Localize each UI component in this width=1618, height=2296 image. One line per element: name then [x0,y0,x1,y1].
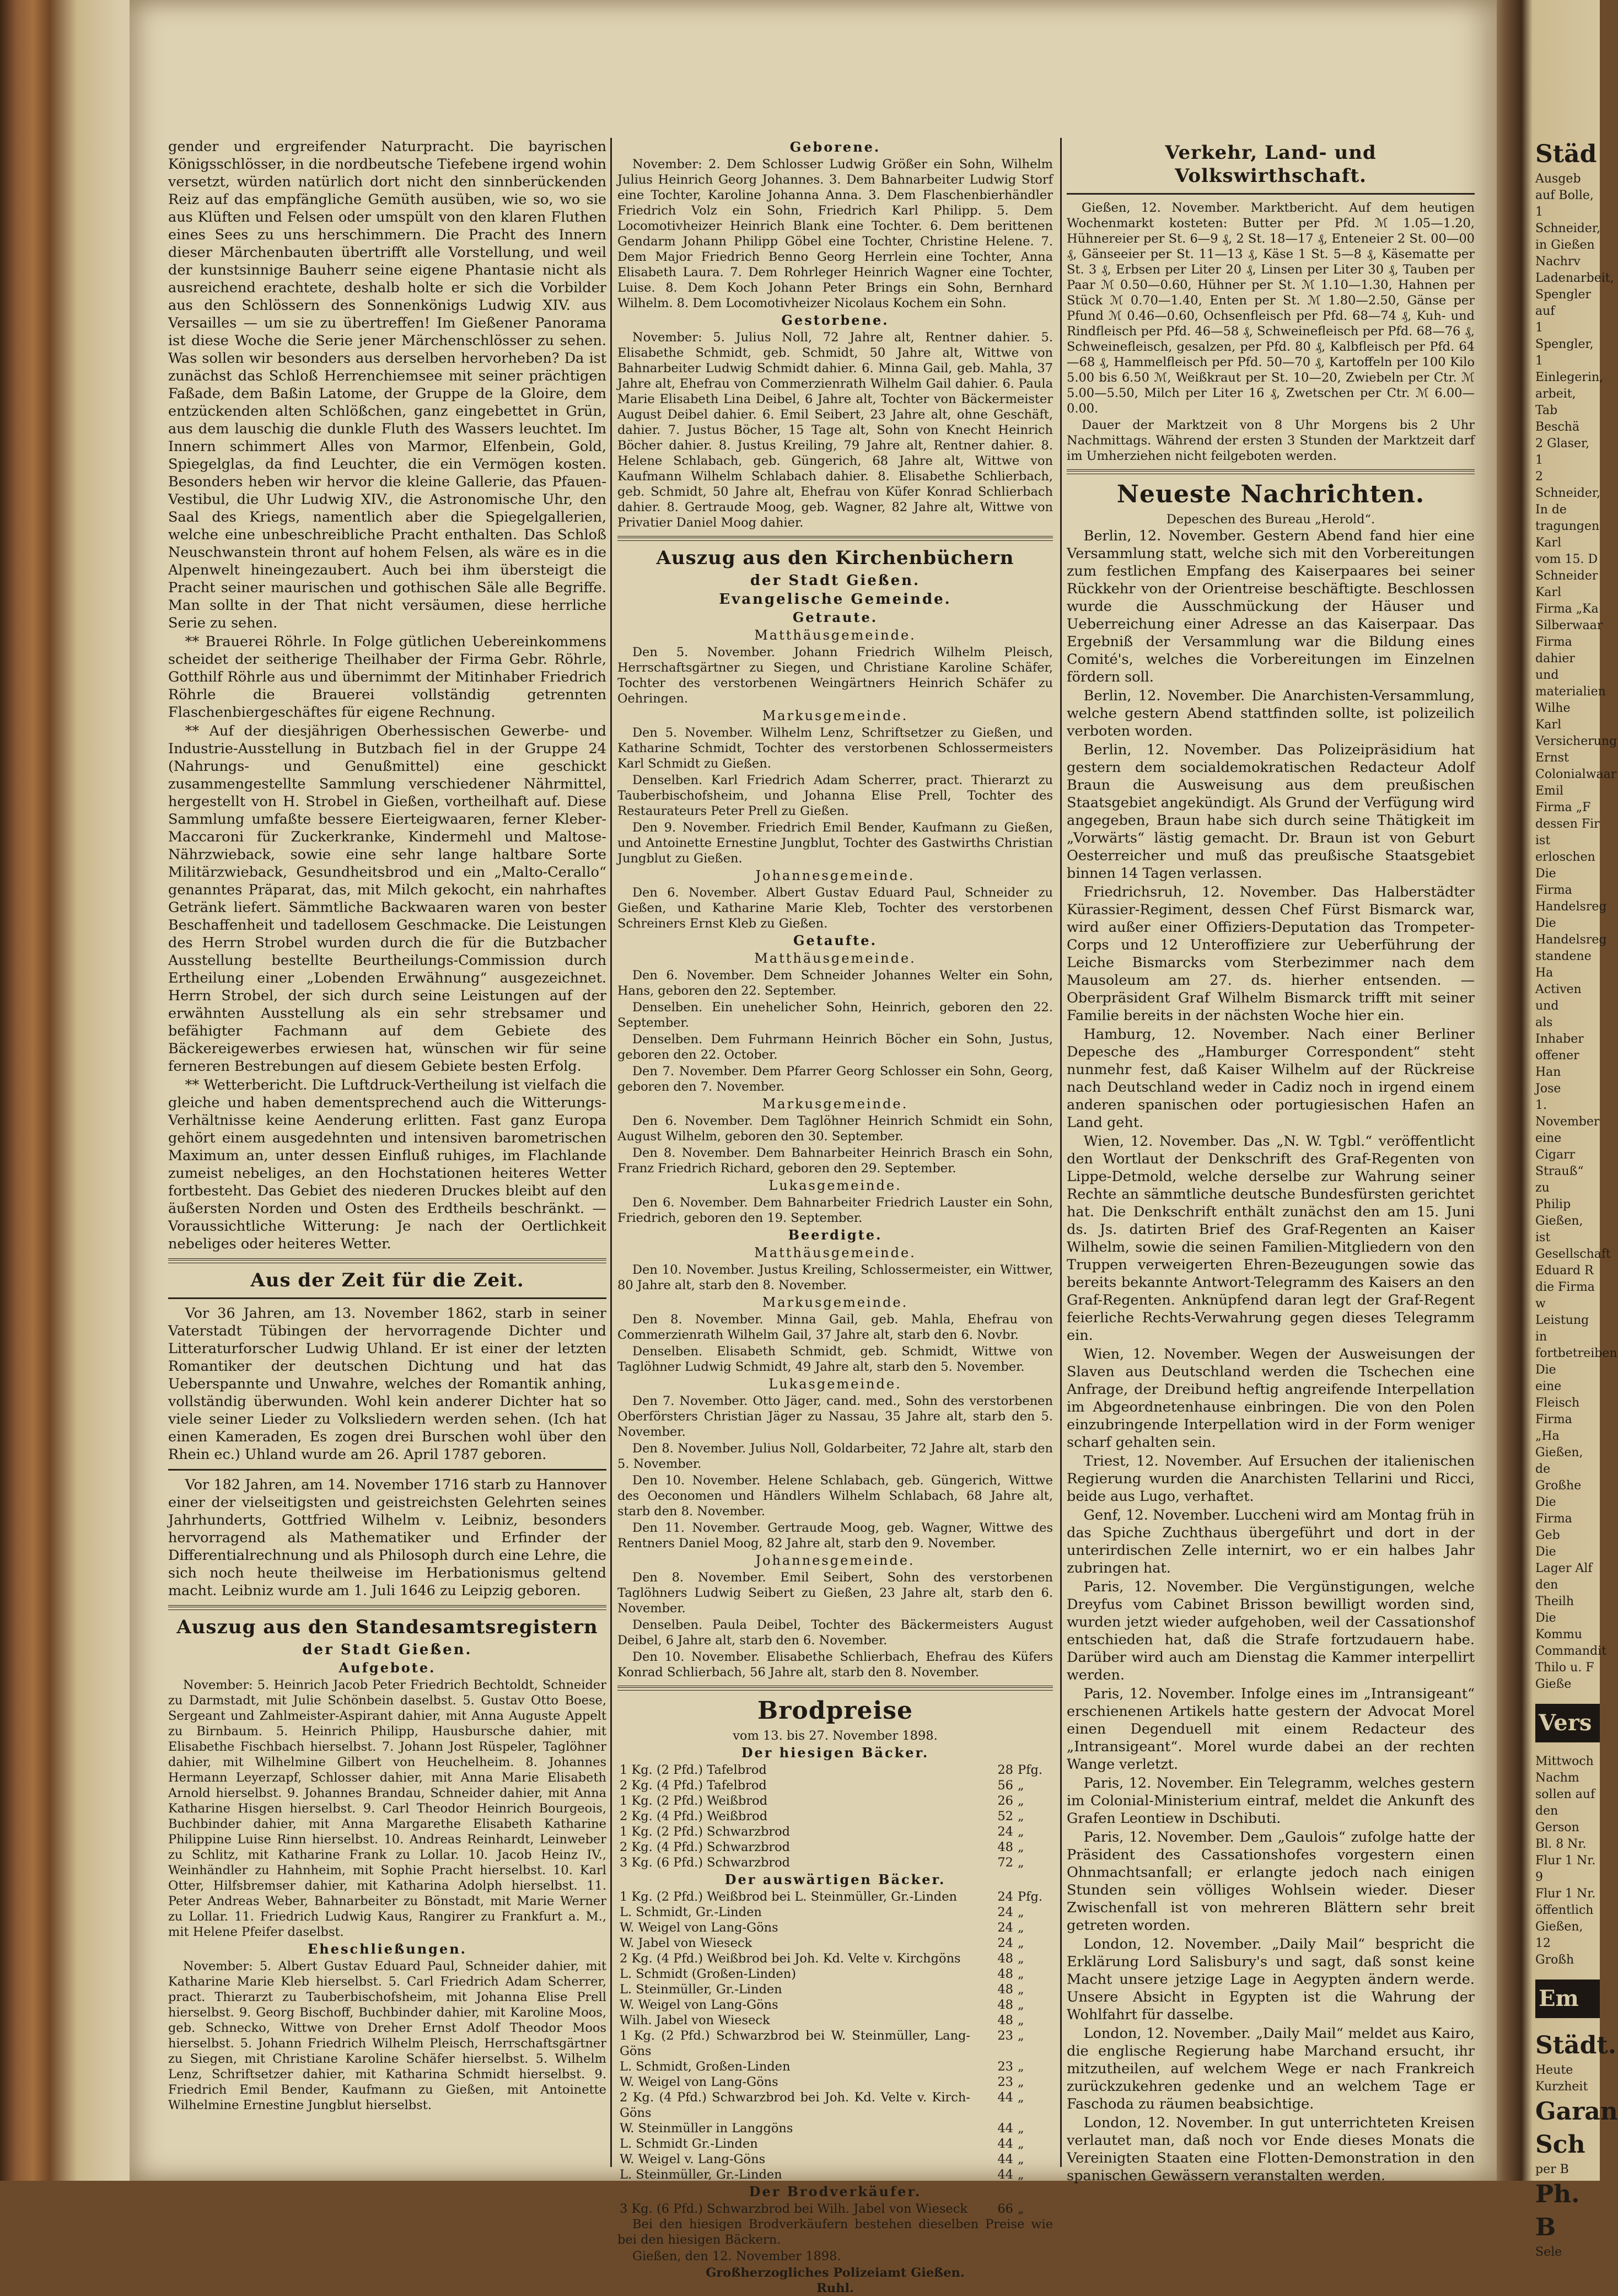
parish-heading: Matthäusgemeinde. [754,627,916,643]
article-paragraph: Vor 36 Jahren, am 13. November 1862, starb in seiner Vaterstadt Tübingen der hervorragende Dichter und Litteraturforscher Ludwig Uhland. Er ist einer der letzten Romantiker der deutschen Dichtung und hat das Ueberspannte und Unwahre, welches der Romantik anhing, vollständig überwunden. Wohl kein anderer Dichter hat so viele seiner Lieder zu Volksliedern werden sehen. (Ich hat einen Kameraden, Es zogen drei Burschen wohl über den Rhein ec.) Uhland wurde am 26. April 1787 geboren. [168,1305,606,1463]
edge-line: Gesellschaft [1535,1247,1611,1261]
price-unit: „ [1018,1967,1024,1981]
news-item: Berlin, 12. November. Das Polizeipräsidium hat gestern dem socialdemokratischen Redacteur Adolf Braun die Ausweisung aus dem preußischen Staatsgebiet angekündigt. Als Grund der Verfügung wird angegeben, Braun habe sich durch seine Thätigkeit im „Vorwärts“ lästig gemacht. Dr. Braun ist von Geburt Oesterreicher und muß das preußische Staatsgebiet binnen 14 Tagen verlassen. [1067,742,1475,882]
category-heading: Geborene. [789,139,881,155]
register-entry: Den 7. November. Dem Pfarrer Georg Schlosser ein Sohn, Georg, geboren den 7. November. [617,1064,1053,1094]
next-page-edge [1535,138,1618,2259]
price-unit: Pfg. [1018,1890,1043,1904]
price-item: W. Weigel von Lang-Göns [620,1998,778,2012]
category-heading: Getraute. [792,609,878,625]
price-value: 44 [997,2168,1013,2182]
price-item: L. Steinmüller, Gr.-Linden [620,1982,782,1997]
edge-line: ist erloschen [1535,834,1595,864]
edge-line: Nachm [1535,1771,1579,1785]
edge-line: die Firma w [1535,1280,1595,1311]
price-value: 52 [997,1809,1013,1823]
category-heading: Beerdigte. [788,1227,883,1243]
edge-line: Handelsreg [1535,900,1607,914]
price-value: 24 [997,1936,1013,1950]
price-item: W. Weigel von Lang-Göns [620,2075,778,2089]
price-row [617,2013,1053,2028]
edge-line: Vers [1535,1704,1600,1742]
price-item: 2 Kg. (4 Pfd.) Weißbrod [620,1809,768,1823]
edge-line: per B [1535,2163,1569,2176]
price-item: W. Jabel von Wieseck [620,1936,752,1950]
edge-line: In de [1535,503,1567,517]
section-subheading: Evangelische Gemeinde. [719,591,952,608]
register-entry: November: 5. Albert Gustav Eduard Paul, Schneider dahier, mit Katharine Marie Kleb hierselbst. 5. Carl Friedrich Adam Scherrer, pract. Thierarzt zu Tauberbischofsheim, mit Johanna Elise Prell hierselbst. 9. Georg Bischoff, Buchbinder dahier, mit Karoline Moos, geb. Schnecko, Wittwe von Dreher Ernst Adolf Theodor Moos hierselbst. 5. Johann Friedrich Wilhelm Pleisch, Herrschaftsgärtner zu Siegen, mit Christiane Karoline Schäfer hierselbst. 5. Wilhelm Lenz, Schriftsetzer dahier, mit Katharina Schmidt hierselbst. 9. Friedrich Emil Bender, Kaufmann zu Gießen, mit Antoinette Wilhelmine Ernestine Jungblut hierselbst. [168,1959,606,2112]
edge-line: in Gießen [1535,238,1595,252]
column-3 [1067,138,1475,2184]
column-2 [617,138,1053,2295]
authority-name: Ruhl. [816,2281,854,2295]
price-item: 2 Kg. (4 Pfd.) Weißbrod bei Joh. Kd. Velte v. Kirchgöns [620,1951,961,1966]
price-row [617,2074,1053,2090]
news-item: Wien, 12. November. Das „N. W. Tgbl.“ veröffentlicht den Wortlaut der Denkschrift des Graf-Regenten von Lippe-Detmold, welche derselbe zur Wahrung seiner Rechte an sämmtliche deutsche Bundesfürsten gerichtet hat. Die Denkschrift enthält zunächst den am 15. Juni ds. Js. datirten Brief des Graf-Regenten an Kaiser Wilhelm, sowie die seinen Familien-Mitgliedern von den Truppen verweigerten Ehren-Bezeugungen sowie das bereits bekannte Antwort-Telegramm des Kaisers an den Graf-Regenten. Anknüpfend daran legt der Graf-Regent feierliche Rechts-Verwahrung gegen dieses Telegramm ein. [1067,1133,1475,1344]
edge-line: dessen Fir [1535,817,1600,831]
price-unit: „ [1018,1921,1024,1935]
price-item: 1 Kg. (2 Pfd.) Tafelbrod [620,1763,767,1777]
price-unit: „ [1018,1855,1024,1870]
news-item: Genf, 12. November. Luccheni wird am Montag früh in das Spiche Zuchthaus übergeführt und dort in der unterirdischen Zelle internirt, wo er ein halbes Jahr zubringen hat. [1067,1507,1475,1576]
register-entry: Den 10. November. Helene Schlabach, geb. Güngerich, Wittwe des Oeconomen und Händlers Wilhelm Schlabach, 68 Jahre alt, starb den 8. November. [617,1473,1053,1519]
price-value: 48 [997,1840,1013,1854]
price-unit: „ [1018,2013,1024,2027]
price-row [617,1935,1053,1951]
price-value: 24 [997,1890,1013,1904]
news-item: Paris, 12. November. Infolge eines im „Intransigeant“ erschienenen Artikels hatte gestern der Advocat Morel einen Degenduell mit einem Redacteur des „Intransigeant“. Morel wurde dabei an der rechten Wange verletzt. [1067,1686,1475,1773]
price-item: W. Steinmüller in Langgöns [620,2121,793,2136]
edge-line: Jose [1535,1082,1561,1096]
register-entry: Den 5. November. Johann Friedrich Wilhelm Pleisch, Herrschaftsgärtner zu Siegen, und Christiane Karoline Schäfer, Tochter des verstorbenen Weingärtners Heinrich Schäfer zu Oehringen. [617,645,1053,706]
section-divider [617,536,1053,541]
price-unit: Pfg. [1018,1763,1043,1777]
price-unit: „ [1018,2121,1024,2136]
news-item: Berlin, 12. November. Gestern Abend fand hier eine Versammlung statt, welche sich mit den Vorbereitungen zum festlichen Empfang des Kaiserpaares bei seiner Rückkehr von der Orientreise beschäftigte. Beschlossen wurde die Ausschmückung der Häuser und Ueberreichung einer Adresse an das Kaiserpaar. Das Ergebniß der Versammlung war die Bildung eines Comité's, welches die Vorbereitungen im Einzelnen fördern soll. [1067,528,1475,685]
edge-line: Emil [1535,784,1563,798]
price-unit: „ [1018,2090,1024,2105]
edge-line: Nachrv [1535,255,1581,269]
edge-line: Spengler auf [1535,288,1591,318]
edge-line: 1 Spengler, [1535,321,1594,351]
section-divider [617,1686,1053,1691]
edge-line: Beschä [1535,420,1580,434]
price-unit: „ [1018,2152,1024,2166]
price-item: 1 Kg. (2 Pfd.) Schwarzbrod bei W. Steinmüller, Lang-Göns [620,2029,970,2058]
price-value: 26 [997,1794,1013,1808]
edge-line: Eduard R [1535,1264,1594,1278]
edge-line: Ph. B [1535,2180,1580,2241]
edge-line: standene Ha [1535,949,1592,980]
edge-line: den Theilh [1535,1578,1574,1608]
edge-line: 1 Schneider, [1535,205,1600,235]
edge-line: Firma „F [1535,801,1591,814]
price-item: 3 Kg. (6 Pfd.) Schwarzbrod [620,1855,791,1870]
edge-line: fortbetreiben [1535,1347,1617,1360]
edge-line: sollen auf [1535,1788,1595,1801]
parish-heading: Markusgemeinde. [762,708,909,723]
article-paragraph: ** Auf der diesjährigen Oberhessischen Gewerbe- und Industrie-Ausstellung in Butzbach fiel in der Gruppe 24 (Nahrungs- und Genußmittel) eine geschickt zusammengestellte Sammlung verschiedener Nährmittel, hergestellt von H. Strobel in Gießen, vortheilhaft auf. Diese Sammlung umfaßte bessere Eierteigwaaren, ferner Kleber-Maccaroni für Zuckerkranke, Kindermehl und Maltose-Nährzwieback, sowie eine sehr lange haltbare Sorte Militärzwieback, Gesundheitsbrod und ein „Malto-Cerallo“ genanntes Präparat, das, mit Milch gekocht, ein nahrhaftes Getränk liefert. Sämmtliche Backwaaren waren von bester Beschaffenheit und tadellosem Geschmacke. Die Leistungen des Herrn Strobel wurden durch die für die Butzbacher Ausstellung bestellte Beurtheilungs-Commission durch Ertheilung einer „Lobenden Erwähnung“ ausgezeichnet. Herrn Strobel, der sich durch seine Leistungen auf der erwähnten Ausstellung als ein sehr strebsamer und befähigter Fachmann auf dem Gebiete des Bäckereigewerbes erwiesen hat, wünschen wir für seine ferneren Bestrebungen auf diesem Gebiete besten Erfolg. [168,723,606,1075]
price-row [617,1809,1053,1824]
edge-line: Die [1535,916,1556,930]
section-divider [168,1297,606,1299]
news-item: Wien, 12. November. Wegen der Ausweisungen der Slaven aus Deutschland werden die Tschechen eine Anfrage, der Dreibund heftig angreifende Interpellation im Abgeordnetenhause einbringen. Die von den Polen einzubringende Interpellation wird in der Form weniger scharf gehalten sein. [1067,1346,1475,1451]
parish-heading: Markusgemeinde. [762,1096,909,1112]
edge-line: Gießen, ist [1535,1214,1583,1244]
category-heading: Getaufte. [793,932,877,948]
edge-line: öffentlich [1535,1903,1594,1917]
authority-signature: Großherzogliches Polizeiamt Gießen. [706,2266,965,2280]
news-item: Paris, 12. November. Ein Telegramm, welches gestern im Colonial-Ministerium eintraf, meldet die Ankunft des Grafen Leontiew in Dschibuti. [1067,1775,1475,1827]
price-item: 3 Kg. (6 Pfd.) Schwarzbrod bei Wilh. Jabel von Wieseck [620,2202,967,2216]
register-entry: Den 6. November. Dem Bahnarbeiter Friedrich Lauster ein Sohn, Friedrich, geboren den 19. September. [617,1195,1053,1225]
price-note: Bei den hiesigen Brodverkäufern bestehen dieselben Preise wie bei den hiesigen Bäckern. [617,2217,1053,2247]
price-item: L. Schmidt, Gr.-Linden [620,1905,762,1919]
edge-line: Ausgeb [1535,172,1581,186]
edge-line: 2 Schneider, [1535,470,1600,500]
price-row [617,2201,1053,2217]
market-report: Gießen, 12. November. Marktbericht. Auf dem heutigen Wochenmarkt kosteten: Butter per Pfd. ℳ 1.05—1.20, Hühnereier per St. 6—9 ₰, 2 St. 18—17 ₰, Enteneier 2 St. 00—00 ₰, Gänseeier per St. 11—13 ₰, Käse 1 St. 5—8 ₰, Käsematte per St. 3 ₰, Erbsen per Liter 20 ₰, Linsen per Liter 30 ₰, Tauben per Paar ℳ 0.50—0.60, Hühner per St. ℳ 1.10—1.30, Hahnen per Stück ℳ 0.70—1.40, Enten per St. ℳ 1.80—2.50, Gänse per Pfund ℳ 0.46—0.60, Ochsenfleisch per Pfd. 68—74 ₰, Kuh- und Rindfleisch per Pfd. 46—58 ₰, Schweinefleisch per Pfd. 68—76 ₰, Schweinefleisch, gesalzen, per Pfd. 80 ₰, Kalbfleisch per Pfd. 64—68 ₰, Hammelfleisch per Pfd. 50—70 ₰, Kartoffeln per 100 Kilo 5.00 bis 6.50 ℳ, Weißkraut per St. 10—20, Zwiebeln per Ctr. ℳ 5.00—5.50, Milch per Liter 16 ₰, Zwetschen per Ctr. ℳ 6.00—0.00. [1067,201,1475,416]
price-value: 56 [997,1778,1013,1793]
column-1 [168,138,606,2167]
price-value: 48 [997,1982,1013,1997]
edge-line: Gieße [1535,1677,1572,1691]
register-entry: Den 10. November. Elisabethe Schlierbach, Ehefrau des Küfers Konrad Schlierbach, 56 Jahre alt, starb den 8. November. [617,1650,1053,1680]
section-divider [168,1258,606,1263]
parish-heading: Lukasgemeinde. [768,1376,902,1392]
price-item: 1 Kg. (2 Pfd.) Schwarzbrod [620,1825,791,1839]
price-value: 44 [997,2121,1013,2136]
edge-line: Thilo u. F [1535,1661,1594,1675]
price-value: 23 [997,2029,1013,2043]
news-item: Berlin, 12. November. Die Anarchisten-Versammlung, welche gestern Abend stattfinden sollte, ist polizeilich verboten worden. [1067,688,1475,739]
edge-line: 2 Glaser, 1 [1535,437,1590,467]
price-row [617,1855,1053,1870]
edge-line: eine Cigarr [1535,1131,1576,1162]
edge-line: Colonialwaar [1535,768,1617,781]
price-value: 24 [997,1825,1013,1839]
edge-line: Firma [1535,635,1572,649]
category-heading: Eheschließungen. [307,1941,467,1957]
price-row [617,1951,1053,1966]
price-row [617,1839,1053,1855]
edge-line: 1 Einlegerin, [1535,354,1604,384]
section-heading: Verkehr, Land- und Volkswirthschaft. [1165,142,1377,187]
price-item: L. Steinmüller, Gr.-Linden [620,2168,782,2182]
price-row [617,1966,1053,1982]
price-unit: „ [1018,2202,1024,2216]
price-unit: „ [1018,1794,1024,1808]
column-rule [1060,138,1062,2167]
category-heading: Der hiesigen Bäcker. [741,1745,929,1761]
edge-line: Die Kommu [1535,1611,1582,1641]
price-row [617,2028,1053,2059]
edge-line: Activen und [1535,983,1582,1013]
price-item: L. Schmidt, Großen-Linden [620,2059,791,2074]
price-row [617,1997,1053,2013]
price-dates: vom 13. bis 27. November 1898. [733,1729,938,1743]
edge-line: Städt. [1535,2031,1617,2059]
news-item: London, 12. November. „Daily Mail“ meldet aus Kairo, die englische Regierung habe Marchand ersucht, ihr mitzutheilen, auf welchem Wege er nach Frankreich zurückzukehren gedenke und an welchem Tage er Faschoda zu räumen beabsichtige. [1067,2025,1475,2112]
price-item: W. Weigel v. Lang-Göns [620,2152,766,2166]
edge-line: Sch [1535,2131,1585,2159]
price-row [617,2090,1053,2121]
edge-line: Mittwoch [1535,1755,1594,1768]
edge-line: Wilhe [1535,701,1571,715]
register-entry: Denselben. Ein unehelicher Sohn, Heinrich, geboren den 22. September. [617,1000,1053,1030]
register-entry: Den 11. November. Gertraude Moog, geb. Wagner, Wittwe des Rentners Daniel Moog, 82 Jahre alt, starb den 9. November. [617,1521,1053,1551]
register-entry: Denselben. Dem Fuhrmann Heinrich Böcher ein Sohn, Justus, geboren den 22. October. [617,1032,1053,1062]
price-unit: „ [1018,1809,1024,1823]
edge-line: Gießen, de [1535,1446,1583,1476]
article-paragraph: Vor 182 Jahren, am 14. November 1716 starb zu Hannover einer der vielseitigsten und geistreichsten Gelehrten seines Jahrhunderts, Gottfried Wilhelm v. Leibniz, besonders hervorragend als Mathematiker und Erfinder der Differentialrechnung und als Philosoph durch eine Lehre, die sich noch heute theilweise im Herbationismus geltend macht. Leibniz wurde am 1. Juli 1646 zu Leipzig geboren. [168,1477,606,1599]
price-row [617,1762,1053,1778]
parish-heading: Matthäusgemeinde. [754,951,916,966]
edge-line: Großhe [1535,1479,1582,1493]
edge-line: Ladenarbeit, [1535,271,1614,285]
section-divider [1067,469,1475,474]
market-report: Dauer der Marktzeit von 8 Uhr Morgens bis 2 Uhr Nachmittags. Während der ersten 3 Stunden der Marktzeit darf im Umherziehen nicht feilgeboten werden. [1067,418,1475,463]
price-value: 24 [997,1921,1013,1935]
edge-line: auf Bolle, [1535,189,1594,202]
price-item: Wilh. Jabel von Wieseck [620,2013,770,2027]
price-unit: „ [1018,1951,1024,1966]
edge-line: Schneider [1535,569,1598,583]
price-row [617,1778,1053,1793]
edge-line: Handelsreg [1535,933,1607,947]
price-value: 44 [997,2137,1013,2151]
edge-line: Firma „Ha [1535,1413,1572,1443]
edge-line: Silberwaar [1535,619,1603,632]
price-value: 48 [997,2013,1013,2027]
section-heading: Neueste Nachrichten. [1116,480,1425,508]
price-value: 72 [997,1855,1013,1870]
edge-line: Strauß“ zu [1535,1165,1584,1195]
parish-heading: Matthäusgemeinde. [754,1245,916,1260]
register-entry: Den 7. November. Otto Jäger, cand. med., Sohn des verstorbenen Oberförsters Christian Jäger zu Nassau, 35 Jahre alt, starb den 5. November. [617,1394,1053,1439]
edge-line: Commandit [1535,1644,1607,1658]
edge-line: Karl [1535,718,1562,732]
price-item: 1 Kg. (2 Pfd.) Weißbrod [620,1794,768,1808]
news-item: Paris, 12. November. Die Vergünstigungen, welche Dreyfus vom Cabinet Brisson bewilligt worden sind, wurden jetzt wieder aufgehoben, weil der Cassationshof entschieden hat, daß die Strafe fortzudauern habe. Darüber wird auch am Dienstag die Kammer interpellirt werden. [1067,1579,1475,1683]
price-value: 48 [997,1998,1013,2012]
edge-line: Firma Geb [1535,1512,1572,1542]
edge-line: Flur 1 Nr. 9 [1535,1854,1596,1884]
price-value: 24 [997,1905,1013,1919]
edge-line: eine Fleisch [1535,1380,1580,1410]
register-entry: Denselben. Karl Friedrich Adam Scherrer, pract. Thierarzt zu Tauberbischofsheim, und Johanna Elise Prell, Tochter des Restaurateurs Peter Prell zu Gießen. [617,773,1053,818]
edge-line: tragungen [1535,519,1600,533]
section-subheading: der Stadt Gießen. [750,572,921,589]
price-item: 2 Kg. (4 Pfd.) Schwarzbrod [620,1840,791,1854]
parish-heading: Johannesgemeinde. [755,1553,915,1568]
price-unit: „ [1018,2168,1024,2182]
article-paragraph: gender und ergreifender Naturpracht. Die bayrischen Königsschlösser, in die nordbeutsche Tiefebene irgend wohin versetzt, würden natürlich dort nicht den sinnberückenden Reiz auf das empfängliche Gemüth ausüben, wie so, wo sie aus Klüften und Felsen oder umspült von den klaren Fluthen eines Sees zu uns herschimmern. Die Pracht des Innern dieser Märchenbauten übertrifft alle Vorstellung, und weil der kunstsinnige Bauherr seine eigene Phantasie nicht als ausreichend erachtete, deshalb holte er sich die Vorbilder aus den Schlössern des Sonnenkönigs Ludwig XIV. aus Versailles — um sie zu übertreffen! Im Gießener Panorama ist diese Woche die Serie jener Märchenschlösser zu sehen. Was sollen wir besonders aus derselben hervorheben? Da ist zunächst das Schloß Herrenchiemsee mit seiner prächtigen Faßade, dem Baßin Latome, der Gruppe de la Gloire, dem entzückenden alten Schlößchen, ganz eingebettet in Grün, aus dem lauschig die dunkle Fluth des Wassers leuchtet. Im Innern schimmert Alles von Marmor, Elfenbein, Gold, Spiegelglas, da find Leuchter, die ein Vermögen kosten. Besonders heben wir hervor die kleine Gallerie, das Pfauen-Vestibul, die Uhr Ludwig XIV., die Astronomische Uhr, den Saal des Kriegs, namentlich aber die Spiegelgallerien, welche eine unbeschreibliche Pracht enthalten. Das Schloß Neuschwanstein thront auf hohem Felsen, als wäre es in die Alpenwelt hineingezaubert. Auch bei ihm übersteigt die Pracht seiner maurischen und gothischen Säle alle Begriffe. Man sollte in der That nicht versäumen, diese herrliche Serie zu sehen. [168,138,606,631]
edge-line: Ernst [1535,751,1569,765]
section-divider [1067,193,1475,195]
price-unit: „ [1018,1982,1024,1997]
edge-line: Philip [1535,1198,1571,1211]
edge-line: Gießen, 12 [1535,1920,1583,1950]
price-value: 23 [997,2075,1013,2089]
register-entry: Den 8. November. Minna Gail, geb. Mahla, Ehefrau von Commerzienrath Wilhelm Gail, 37 Jahre alt, starb den 6. Novbr. [617,1312,1053,1342]
register-entry: Den 6. November. Dem Taglöhner Heinrich Schmidt ein Sohn, August Wilhelm, geboren den 30. September. [617,1114,1053,1144]
price-unit: „ [1018,2137,1024,2151]
price-row [617,1920,1053,1935]
register-entry: Den 8. November. Emil Seibert, Sohn des verstorbenen Taglöhners Ludwig Seibert zu Gießen, 23 Jahre alt, starb den 6. November. [617,1570,1053,1616]
news-item: Triest, 12. November. Auf Ersuchen der italienischen Regierung wurden die Anarchisten Tellarini und Ricci, beide aus Lugo, verhaftet. [1067,1453,1475,1505]
edge-line: Karl [1535,586,1562,599]
edge-line: 1. November [1535,1098,1600,1129]
price-value: 28 [997,1763,1013,1777]
edge-line: Flur 1 Nr. [1535,1887,1596,1901]
price-table-local [617,1762,1053,1870]
register-entry: Den 6. November. Dem Schneider Johannes Welter ein Sohn, Hans, geboren den 22. September. [617,968,1053,998]
price-item: 2 Kg. (4 Pfd.) Tafelbrod [620,1778,767,1793]
price-row [617,2121,1053,2136]
price-value: 66 [997,2202,1013,2216]
section-subheading: Depeschen des Bureau „Herold“. [1166,512,1375,527]
parish-heading: Johannesgemeinde. [755,868,915,883]
edge-line: offener Han [1535,1049,1579,1079]
register-entry: Den 6. November. Albert Gustav Eduard Paul, Schneider zu Gießen, und Katharine Marie Kleb, Tochter des verstorbenen Schreiners Ernst Kleb zu Gießen. [617,886,1053,931]
edge-line: Großh [1535,1953,1574,1967]
price-table-sellers [617,2201,1053,2217]
edge-line: dahier und [1535,652,1575,682]
register-entry: Den 9. November. Friedrich Emil Bender, Kaufmann zu Gießen, und Antoinette Ernestine Jungblut, Tochter des Gastwirths Christian Jungblut zu Gießen. [617,820,1053,866]
edge-line: materialien [1535,685,1606,699]
register-entry: Den 5. November. Wilhelm Lenz, Schriftsetzer zu Gießen, und Katharine Schmidt, Tochter des verstorbenen Schlossermeisters Karl Schmidt zu Gießen. [617,726,1053,771]
price-row [617,2152,1053,2167]
category-heading: Gestorbene. [781,312,889,328]
edge-line: Die [1535,1545,1556,1559]
edge-line: Bl. 8 Nr. [1535,1837,1587,1851]
price-value: 48 [997,1967,1013,1981]
price-item: 2 Kg. (4 Pfd.) Schwarzbrod bei Joh. Kd. Velte v. Kirch-Göns [620,2090,970,2120]
edge-line: Lager Alf [1535,1562,1593,1575]
section-heading: Auszug aus den Kirchenbüchern [656,547,1014,569]
register-entry: Den 10. November. Justus Kreiling, Schlossermeister, ein Wittwer, 80 Jahre alt, starb den 8. November. [617,1263,1053,1292]
section-divider [168,1469,606,1471]
price-row [617,2136,1053,2152]
article-paragraph: ** Brauerei Röhrle. In Folge gütlichen Uebereinkommens scheidet der seitherige Theilhaber der Firma Gebr. Röhrle, Gotthilf Röhrle aus und übernimmt der Mitinhaber Friedrich Röhrle die Brauerei vollständig getrennten Flaschenbiergeschäftes für eigene Rechnung. [168,634,606,721]
price-unit: „ [1018,1905,1024,1919]
price-row [617,1905,1053,1920]
register-entry: November: 2. Dem Schlosser Ludwig Größer ein Sohn, Wilhelm Julius Heinrich Georg Johannes. 3. Dem Bahnarbeiter Ludwig Storf eine Tochter, Karoline Johanna Anna. 3. Dem Flaschenbierhändler Friedrich Volz ein Sohn, Friedrich Karl Philipp. 5. Dem Locomotivheizer Heinrich Blank eine Tochter. 6. Dem berittenen Gendarm Johann Philipp Göbel eine Tochter, Christine Helene. 7. Dem Major Friedrich Benno Georg Herrlein eine Tochter, Anna Elisabeth Laura. 7. Dem Rohrleger Heinrich Wagner eine Tochter, Luise. 8. Dem Koch Johann Peter Brings ein Sohn, Bernhard Wilhelm. 8. Dem Locomotivheizer Nicolaus Kochem ein Sohn. [617,157,1053,310]
edge-line: den Gerson [1535,1804,1579,1834]
price-item: 1 Kg. (2 Pfd.) Weißbrod bei L. Steinmüller, Gr.-Linden [620,1890,958,1904]
edge-line: Firma [1535,883,1572,897]
news-item: Friedrichsruh, 12. November. Das Halberstädter Kürassier-Regiment, dessen Chef Fürst Bismarck war, wird außer einer Offiziers-Deputation das Trompeter-Corps und 12 Unteroffiziere zur Ueberführung der Leiche Bismarcks vom Sterbezimmer nach dem Mausoleum am 27. ds. hierher entsenden. — Oberpräsident Graf Wilhelm Bismarck trifft mit seiner Familie bereits in der nächsten Woche hier ein. [1067,884,1475,1024]
register-entry: Den 8. November. Dem Bahnarbeiter Heinrich Brasch ein Sohn, Franz Friedrich Richard, geboren den 29. September. [617,1146,1053,1176]
price-row [617,1824,1053,1839]
edge-line: Firma „Ka [1535,602,1599,616]
column-rule [610,138,612,2167]
category-heading: Der Brodverkäufer. [749,2184,922,2200]
news-item: London, 12. November. In gut unterrichteten Kreisen verlautet man, daß noch vor Ende dieses Monats die Vereinigten Staaten eine Flotten-Demonstration in den spanischen Gewässern veranstalten werden. [1067,2115,1475,2184]
edge-line: Die [1535,867,1556,881]
parish-heading: Markusgemeinde. [762,1295,909,1310]
register-entry: Den 8. November. Julius Noll, Goldarbeiter, 72 Jahre alt, starb den 5. November. [617,1441,1053,1471]
article-paragraph: ** Wetterbericht. Die Luftdruck-Vertheilung ist vielfach die gleiche und haben dementsprechend auch die Witterungs-Verhältnisse keine Aenderung erlitten. Fast ganz Europa gehört einem ausgedehnten und intensiven barometrischen Maximum an, unter dessen Einfluß ruhiges, im Flachlande zumeist nebeliges, an den Hochstationen heiteres Wetter fortbesteht. Das Gebiet des niederen Druckes bleibt auf den äußersten Norden und Osten des Erdtheils beschränkt. — Voraussichtliche Witterung: Je nach der Oertlichkeit nebeliges oder heiteres Wetter. [168,1077,606,1252]
price-value: 44 [997,2090,1013,2105]
edge-line: Em [1535,1980,1600,2018]
news-item: Hamburg, 12. November. Nach einer Berliner Depesche des „Hamburger Correspondent“ steht nunmehr fest, daß Kaiser Wilhelm auf der Rückreise nach Deutschland weder in Cadiz noch in irgend einem anderen spanischen oder portugiesischen Hafen an Land geht. [1067,1026,1475,1131]
edge-line: Kurzheit [1535,2080,1588,2094]
parish-heading: Lukasgemeinde. [768,1178,902,1193]
section-subheading: der Stadt Gießen. [302,1641,472,1658]
section-heading: Brodpreise [757,1697,913,1725]
price-item: L. Schmidt Gr.-Linden [620,2137,758,2151]
edge-line: Leistung in [1535,1313,1589,1344]
register-entry: Denselben. Elisabeth Schmidt, geb. Schmidt, Wittwe von Taglöhner Ludwig Schmidt, 49 Jahre alt, starb den 5. November. [617,1344,1053,1374]
edge-line: Karl [1535,536,1562,550]
edge-line: Heute [1535,2063,1573,2077]
section-divider [168,1605,606,1610]
price-value: 44 [997,2152,1013,2166]
edge-line: Versicherung [1535,734,1617,748]
category-heading: Der auswärtigen Bäcker. [724,1871,946,1887]
price-value: 48 [997,1951,1013,1966]
register-entry: November: 5. Julius Noll, 72 Jahre alt, Rentner dahier. 5. Elisabethe Schmidt, geb. Schmidt, 50 Jahre alt, Wittwe von Bahnarbeiter Ludwig Schmidt dahier. 6. Minna Gail, geb. Mahla, 37 Jahre alt, Ehefrau von Commerzienrath Wilhelm Gail dahier. 6. Paula Marie Elisabeth Lina Deibel, 6 Jahre alt, Tochter von Bäckermeister August Deibel dahier. 6. Emil Seibert, 23 Jahre alt, ohne Geschäft, dahier. 7. Justus Böcher, 15 Tage alt, Sohn von Knecht Heinrich Böcher dahier. 8. Justus Kreiling, 79 Jahre alt, Rentner dahier. 8. Helene Schlabach, geb. Güngerich, 68 Jahre alt, Wittwe von Kaufmann Wilhelm Schlabach dahier. 8. Elisabethe Schlierbach, geb. Schmidt, 50 Jahre alt, Ehefrau von Küfer Konrad Schlierbach dahier. 8. Gertraude Moog, geb. Wagner, 82 Jahre alt, Wittwe von Privatier Daniel Moog dahier. [617,330,1053,530]
edge-line: Garan [1535,2097,1618,2126]
newspaper-page [130,0,1497,2295]
price-row [617,2167,1053,2182]
price-unit: „ [1018,1840,1024,1854]
news-item: London, 12. November. „Daily Mail“ bespricht die Erklärung Lord Salisbury's und sagt, daß sonst keine Macht unsere jetzige Lage in Aegypten ändern werde. Unsere Absicht in Egypten ist die Wahrung der Wohlfahrt für dasselbe. [1067,1936,1475,2023]
edge-line: Städ [1535,140,1597,168]
price-unit: „ [1018,1936,1024,1950]
price-value: 23 [997,2059,1013,2074]
price-unit: „ [1018,1998,1024,2012]
price-unit: „ [1018,2059,1024,2074]
register-entry: November: 5. Heinrich Jacob Peter Friedrich Bechtoldt, Schneider zu Darmstadt, mit Julie Schönbein daselbst. 5. Gustav Otto Boese, Sergeant und Zahlmeister-Aspirant dahier, mit Anna Auguste Appelt zu Birnbaum. 5. Heinrich Philipp, Hausbursche dahier, mit Elisabethe Fischbach hierselbst. 7. Johann Jost Rüspeler, Taglöhner dahier, mit Wilhelmine Gilbert von Heuchelheim. 8. Johannes Hermann Leyerzapf, Schlosser dahier, mit Anna Marie Elisabeth Arnold hierselbst. 9. Johannes Brandau, Schneider dahier, mit Anna Katharine Hisgen hierselbst. 9. Carl Theodor Heinrich Bourgeois, Buchbinder dahier, mit Anna Margarethe Elisabeth Katharine Philippine Luise Rinn hierselbst. 10. Andreas Reinhardt, Leinweber zu Schlitz, mit Katharine Frank zu Lollar. 10. Jacob Heinz IV., Weinhändler zu Hahnheim, mit Sophie Pracht hierselbst. 10. Karl Otter, Hilfsbremser dahier, mit Katharina Adolph hierselbst. 11. Peter Andreas Weber, Bahnarbeiter zu Bönstadt, mit Marie Werner zu Lollar. 11. Friedrich Ludwig Kaus, Rangirer zu Frankfurt a. M., mit Helene Pfeifer daselbst. [168,1678,606,1939]
edge-line: als Inhaber [1535,1016,1584,1046]
price-unit: „ [1018,1825,1024,1839]
price-row [617,2059,1053,2074]
category-heading: Aufgebote. [338,1660,436,1676]
price-unit: „ [1018,2029,1024,2043]
price-table-external [617,1889,1053,2182]
price-unit: „ [1018,1778,1024,1793]
edge-line: Sele [1535,2245,1562,2259]
price-item: W. Weigel von Lang-Göns [620,1921,778,1935]
section-heading: Aus der Zeit für die Zeit. [250,1269,524,1291]
price-row [617,1889,1053,1905]
edge-line: Die [1535,1363,1556,1377]
price-date: Gießen, den 12. November 1898. [632,2249,841,2263]
edge-line: vom 15. D [1535,552,1598,566]
news-item: Paris, 12. November. Dem „Gaulois“ zufolge hatte der Präsident des Cassationshofes vorgestern einen Ohnmachtsanfall; er erlangte jedoch nach einigen Stunden sein völliges Wohlsein wieder. Dieser Zwischenfall ist von mehreren Blättern sehr breit getreten worden. [1067,1829,1475,1934]
section-heading: Auszug aus den Standesamtsregistern [176,1616,598,1638]
edge-line: Die [1535,1495,1556,1509]
price-unit: „ [1018,2075,1024,2089]
register-entry: Denselben. Paula Deibel, Tochter des Bäckermeisters August Deibel, 6 Jahre alt, starb den 6. November. [617,1618,1053,1648]
price-row [617,1793,1053,1809]
edge-line: arbeit, Tab [1535,387,1576,417]
price-row [617,1982,1053,1997]
price-item: L. Schmidt (Großen-Linden) [620,1967,796,1981]
